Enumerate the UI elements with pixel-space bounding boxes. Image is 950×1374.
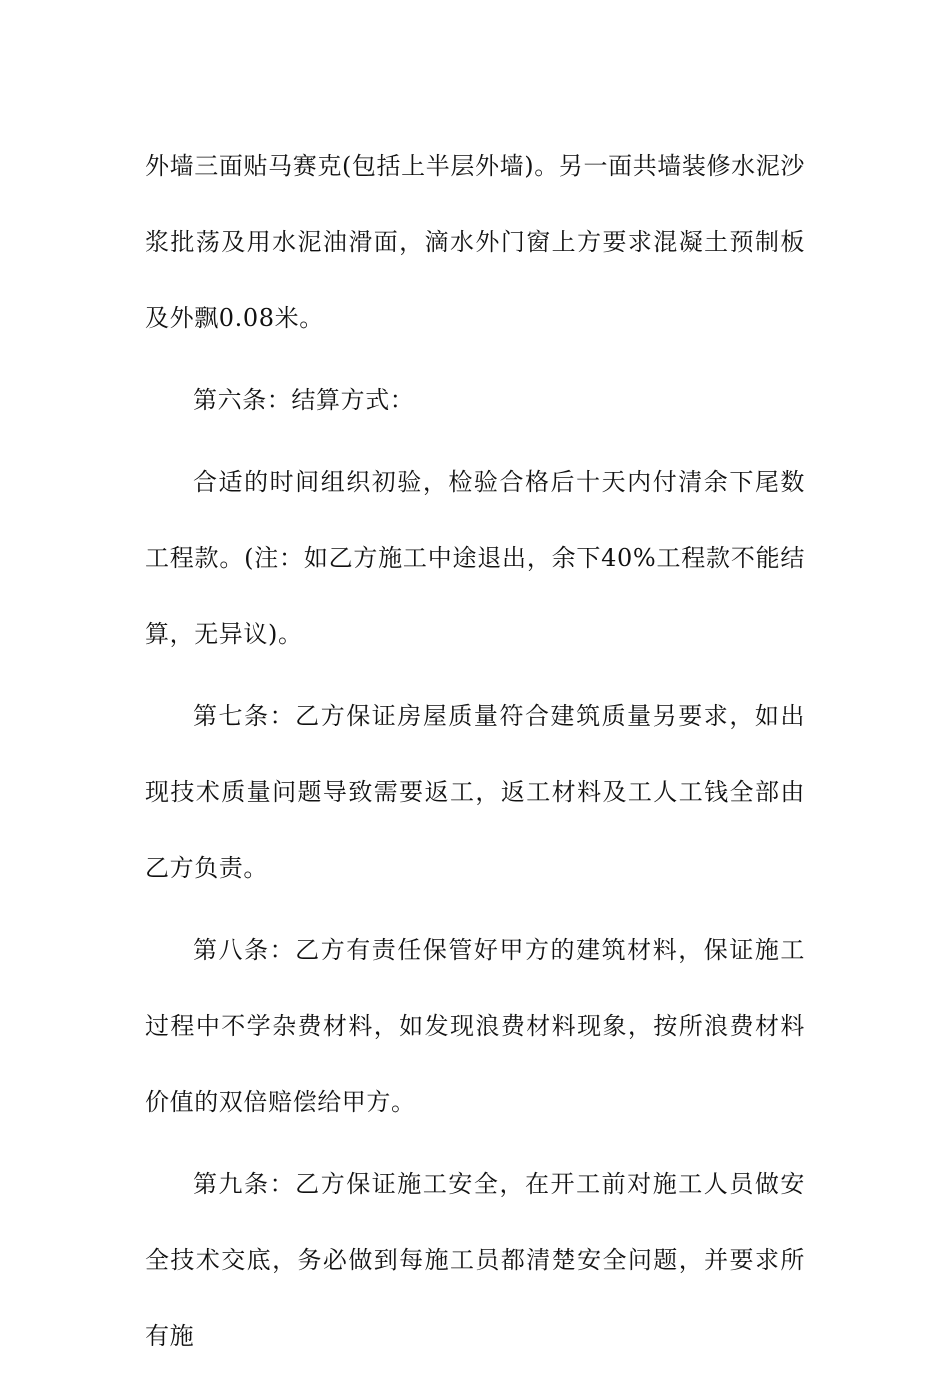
paragraph-article-7-quality: 第七条：乙方保证房屋质量符合建筑质量另要求，如出现技术质量问题导致需要返工，返工材料及工人工钱全部由乙方负责。 xyxy=(145,702,805,882)
paragraph-article-8-materials: 第八条：乙方有责任保管好甲方的建筑材料，保证施工过程中不学杂费材料，如发现浪费材料现象，按所浪费材料价值的双倍赔偿给甲方。 xyxy=(145,936,805,1116)
paragraph-article-9-safety: 第九条：乙方保证施工安全，在开工前对施工人员做安全技术交底，务必做到每施工员都清楚安全问题，并要求所有施 xyxy=(145,1170,805,1350)
paragraph-article-6-heading: 第六条：结算方式： xyxy=(193,386,415,414)
paragraph-exterior-wall: 外墙三面贴马赛克(包括上半层外墙)。另一面共墙装修水泥沙浆批荡及用水泥油滑面，滴水外门窗上方要求混凝土预制板及外飘0.08米。 xyxy=(145,152,805,332)
paragraph-article-6-settlement: 合适的时间组织初验，检验合格后十天内付清余下尾数工程款。(注：如乙方施工中途退出，余下40%工程款不能结算，无异议)。 xyxy=(145,468,805,648)
document-body xyxy=(145,128,805,1374)
